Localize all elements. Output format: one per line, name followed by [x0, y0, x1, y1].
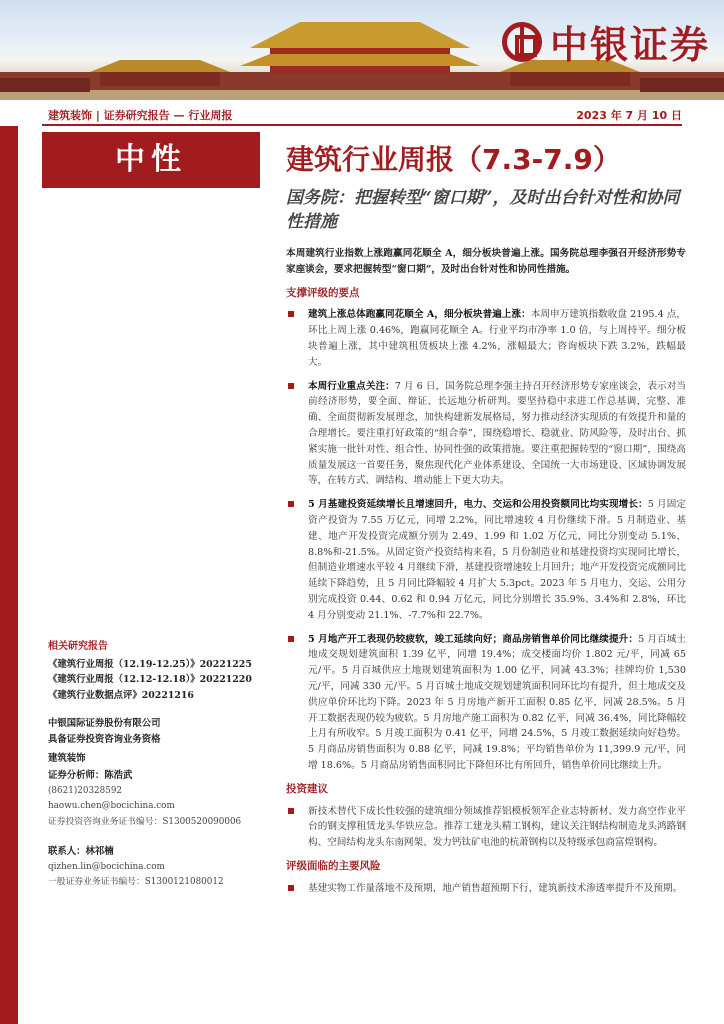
report-meta [42, 104, 682, 124]
bullet-item [286, 497, 686, 623]
bullet-square-icon [288, 311, 294, 317]
bullet-item [286, 881, 686, 897]
bullet-lead: 建筑上涨总体跑赢同花顺全 A，细分板块普遍上涨： [308, 309, 531, 321]
bullet-text: 5 月固定资产投资为 7.55 万亿元，同增 2.2%，同比增速较 4 月份继续下滑。5 月制造业、基建、地产开发投资完成额分别为 2.49、1.99 和 1.02 万亿元，同比分别变动 5.1%、8.8%和-21.5%。从固定资产投资结构来看，5 月份制造业和基建投资均实现同比增长，但制造业增速水平较 4 月继续下滑，基建投资增速较上月回升；地产开发投资完成额同比延续下降趋势，且 5 月同比降幅较 4 月扩大 5.3pct。2023 年 5 月电力、交运、公用分别完成投资 0.44、0.62 和 0.94 万亿元，同比分别增长 35.9%、3.4%和 2.8%，环比 4 月分别变动 21.1%、-7.7%和 22.7%。 [308, 499, 687, 621]
bullet-text: 7 月 6 日，国务院总理李强主持召开经济形势专家座谈会，表示对当前经济形势，要全面、辩证、长远地分析研判。要坚持稳中求进工作总基调，完整、准确、全面贯彻新发展理念，加快构建新发展格局，努力推动经济实现质的有效提升和量的合理增长。要注重打好政策的“组合拳”，围绕稳增长、稳就业、防风险等，及时出台、抓紧实施一批针对性、组合性、协同性强的政策措施。要注重把握转型的“窗口期”，围绕高质量发展这一首要任务，聚焦现代化产业体系建设、全国统一大市场建设、区域协调发展等，在转方式、调结构、增动能上下更大功夫。 [308, 380, 687, 487]
analyst2-cert: 一般证券业务证书编号：S1300121080012 [48, 877, 224, 887]
bullet-text: 本周申万建筑指数收盘 2195.4 点，环比上周上涨 0.46%，跑赢同花顺全 A。行业平均市净率 1.0 倍，与上周持平。细分板块普遍上涨，其中建筑租赁板块上涨 4.2%，涨幅最大；咨询板块下跌 3.2%，跌幅最大。 [308, 309, 686, 368]
bullet-square-icon [288, 501, 294, 507]
analyst1-phone: (8621)20328592 [48, 785, 123, 796]
section-heading-risk: 评级面临的主要风险 [286, 859, 381, 872]
logo-text: 中银证券 [549, 23, 710, 67]
bank-of-china-icon [502, 22, 542, 62]
analyst-info [48, 768, 273, 891]
bullet-lead: 5 月基建投资延续增长且增速回升，电力、交运和公用投资额同比均实现增长： [308, 499, 648, 511]
bullet-square-icon [288, 383, 294, 389]
bullet-square-icon [288, 885, 294, 891]
sector-name: 建筑装饰 [48, 753, 86, 764]
company-qualification: 具备证券投资咨询业务资格 [48, 733, 161, 745]
analyst1-cert: 证券投资咨询业务证书编号：S1300520090006 [48, 816, 242, 827]
section-heading-invest: 投资建议 [286, 782, 328, 795]
related-report-item[interactable]: 《建筑行业数据点评》20221216 [48, 689, 194, 701]
analyst1-name: 证券分析师：陈浩武 [48, 770, 133, 781]
bullet-item [286, 307, 686, 370]
left-accent-bar [0, 126, 18, 1024]
main-content [286, 246, 686, 904]
bullet-item [286, 632, 686, 774]
bullet-square-icon [288, 636, 294, 642]
related-reports [48, 639, 273, 703]
company-logo [502, 14, 710, 69]
company-info [48, 716, 273, 767]
report-date: 2023 年 7 月 10 日 [576, 109, 682, 122]
bullet-item [286, 379, 686, 490]
analyst2-name: 联系人：林祁楠 [48, 846, 114, 857]
related-heading: 相关研究报告 [48, 641, 108, 652]
report-subtitle: 国务院：把握转型“窗口期”，及时出台针对性和协同性措施 [286, 188, 680, 232]
rating-badge: 中性 [42, 132, 260, 188]
report-category: 建筑装饰 | 证券研究报告 — 行业周报 [48, 109, 233, 122]
bullet-square-icon [288, 808, 294, 814]
report-title: 建筑行业周报（7.3-7.9） [286, 143, 621, 176]
related-report-item[interactable]: 《建筑行业周报（12.12-12.18）》20221220 [48, 674, 252, 685]
summary-paragraph: 本周建筑行业指数上涨跑赢同花顺全 A，细分板块普遍上涨。国务院总理李强召开经济形势专家座谈会，要求把握转型“窗口期”，及时出台针对性和协同性措施。 [286, 248, 686, 275]
header-banner [0, 0, 724, 100]
section-heading-support: 支撑评级的要点 [286, 286, 360, 299]
bullet-lead: 5 月地产开工表现仍较疲软，竣工延续向好；商品房销售单价同比继续提升： [308, 633, 639, 645]
analyst1-email[interactable]: haowu.chen@bocichina.com [48, 801, 175, 811]
related-report-item[interactable]: 《建筑行业周报（12.19-12.25）》20221225 [48, 658, 252, 670]
bullet-text: 5 月百城土地成交规划建筑面积 1.39 亿平，同增 19.4%；成交楼面均价 1.802 元/平，同减 65 元/平。5 月百城供应土地规划建筑面积为 1.00 亿平，同减 43.3%；挂牌均价 1,530 元/平，同减 330 元/平。5 月百城土地成交规划建筑面积同环比均有提升，但土地成交及供应单价环比均下降。2023 年 5 月房地产新开工面积 0.85 亿平，同减 28.5%。5 月开工数据表现仍较为疲软。5 月房地产施工面积为 0.82 亿平，同减 36.4%，同比降幅较上月有所收窄。5 月竣工面积为 0.41 亿平，同增 24.5%，5 月竣工数据延续向好趋势。5 月商品房销售面积为 0.88 亿平，同减 19.8%；平均销售单价为 11,399.9 元/平，同增 18.6%。5 月商品房销售面积同比下降但环比有所回升，销售单价同比继续上升。 [308, 633, 686, 771]
bullet-text: 新技术替代下成长性较强的建筑细分领域推荐铝模板领军企业志特新材、发力高空作业平台的钢支撑租赁龙头华铁应急。推荐工建龙头精工钢构，建议关注钢结构制造龙头鸿路钢构、空间结构龙头东南网架、发力钙钛矿电池的杭萧钢构以及特级承包商富煌钢构。 [308, 805, 686, 849]
bullet-item [286, 804, 686, 851]
bullet-text: 基建实物工作量落地不及预期，地产销售超预期下行，建筑新技术渗透率提升不及预期。 [308, 882, 683, 894]
header-divider [42, 124, 682, 126]
analyst2-email[interactable]: qizhen.lin@bocichina.com [48, 861, 165, 872]
company-name: 中银国际证券股份有限公司 [48, 718, 161, 729]
bullet-lead: 本周行业重点关注： [308, 380, 395, 392]
